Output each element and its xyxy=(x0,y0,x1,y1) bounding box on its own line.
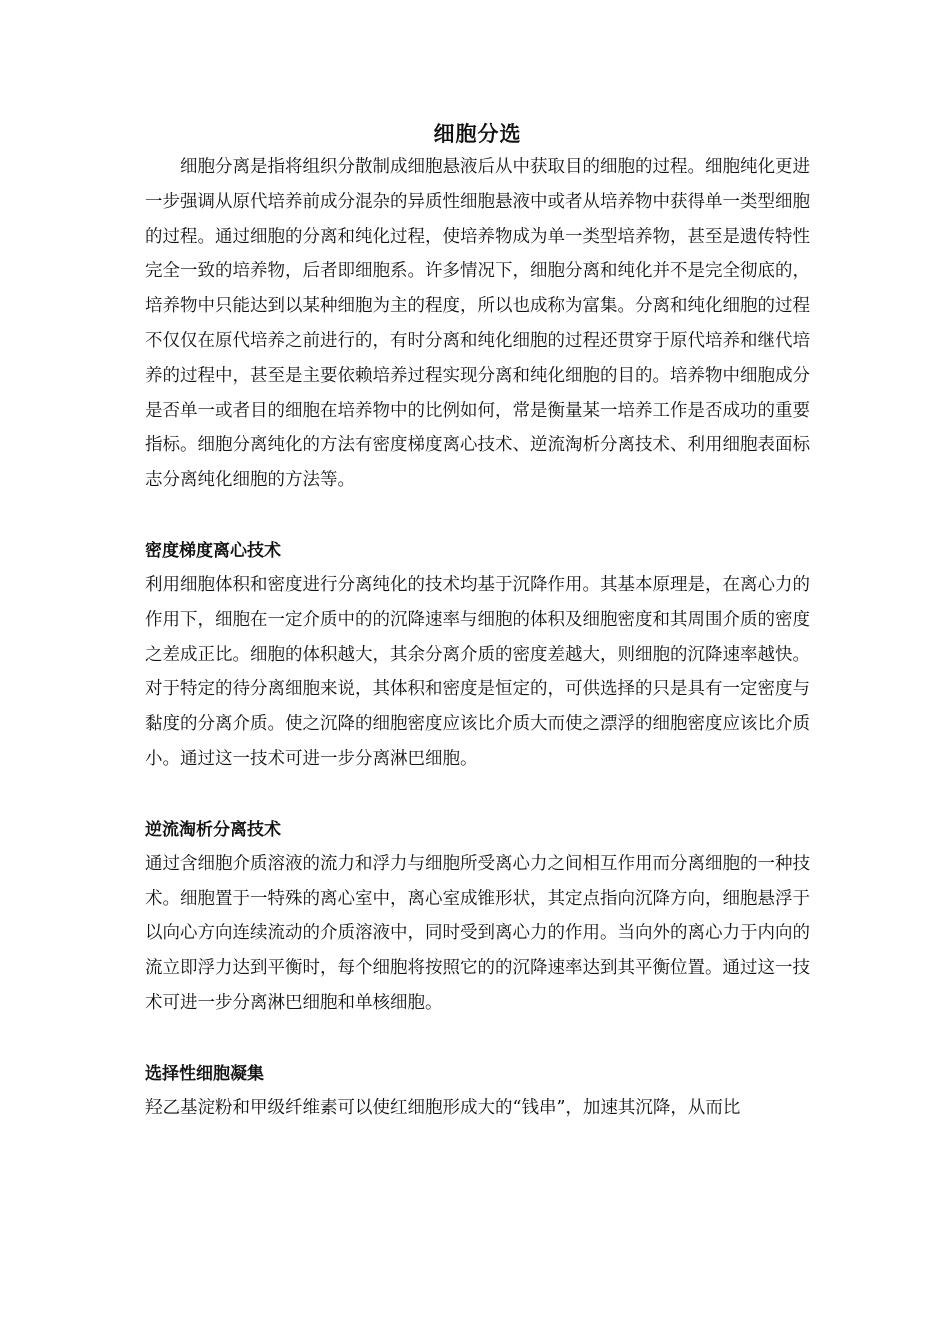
section-body-density-gradient: 利用细胞体积和密度进行分离纯化的技术均基于沉降作用。其基本原理是，在离心力的作用下，细胞在一定介质中的的沉降速率与细胞的体积及细胞密度和其周围介质的密度之差成正比。细胞的体积越大，其余分离介质的密度差越大，则细胞的沉降速率越快。对于特定的待分离细胞来说，其体积和密度是恒定的，可供选择的只是具有一定密度与黏度的分离介质。使之沉降的细胞密度应该比介质大而使之漂浮的细胞密度应该比介质小。通过这一技术可进一步分离淋巴细胞。 xyxy=(145,574,810,769)
section-gap xyxy=(145,1021,810,1057)
intro-paragraph: 细胞分离是指将组织分散制成细胞悬液后从中获取目的细胞的过程。细胞纯化更进一步强调从原代培养前成分混杂的异质性细胞悬液中或者从培养物中获得单一类型细胞的过程。通过细胞的分离和纯化过程，使培养物成为单一类型培养物，甚至是遗传特性完全一致的培养物，后者即细胞系。许多情况下，细胞分离和纯化并不是完全彻底的，培养物中只能达到以某种细胞为主的程度，所以也成称为富集。分离和纯化细胞的过程不仅仅在原代培养之前进行的，有时分离和纯化细胞的过程还贯穿于原代培养和继代培养的过程中，甚至是主要依赖培养过程实现分离和纯化细胞的目的。培养物中细胞成分是否单一或者目的细胞在培养物中的比例如何，常是衡量某一培养工作是否成功的重要指标。细胞分离纯化的方法有密度梯度离心技术、逆流淘析分离技术、利用细胞表面标志分离纯化细胞的方法等。 xyxy=(145,157,810,491)
section-body-selective-agglutination: 羟乙基淀粉和甲级纤维素可以使红细胞形成大的“钱串”，加速其沉降，从而比 xyxy=(145,1097,741,1118)
section-heading-elutriation: 逆流淘析分离技术 xyxy=(145,819,281,840)
section-gap xyxy=(145,498,810,534)
section-heading-selective-agglutination: 选择性细胞凝集 xyxy=(145,1063,264,1084)
document-content xyxy=(145,118,810,1126)
section-heading-density-gradient: 密度梯度离心技术 xyxy=(145,540,281,561)
section-body-elutriation: 通过含细胞介质溶液的流力和浮力与细胞所受离心力之间相互作用而分离细胞的一种技术。细胞置于一特殊的离心室中，离心室成锥形状，其定点指向沉降方向，细胞悬浮于以向心方向连续流动的介质溶液中，同时受到离心力的作用。当向外的离心力于内向的流立即浮力达到平衡时，每个细胞将按照它的的沉降速率达到其平衡位置。通过这一技术可进一步分离淋巴细胞和单核细胞。 xyxy=(145,853,810,1013)
document-title: 细胞分选 xyxy=(433,121,522,146)
section-gap xyxy=(145,777,810,813)
